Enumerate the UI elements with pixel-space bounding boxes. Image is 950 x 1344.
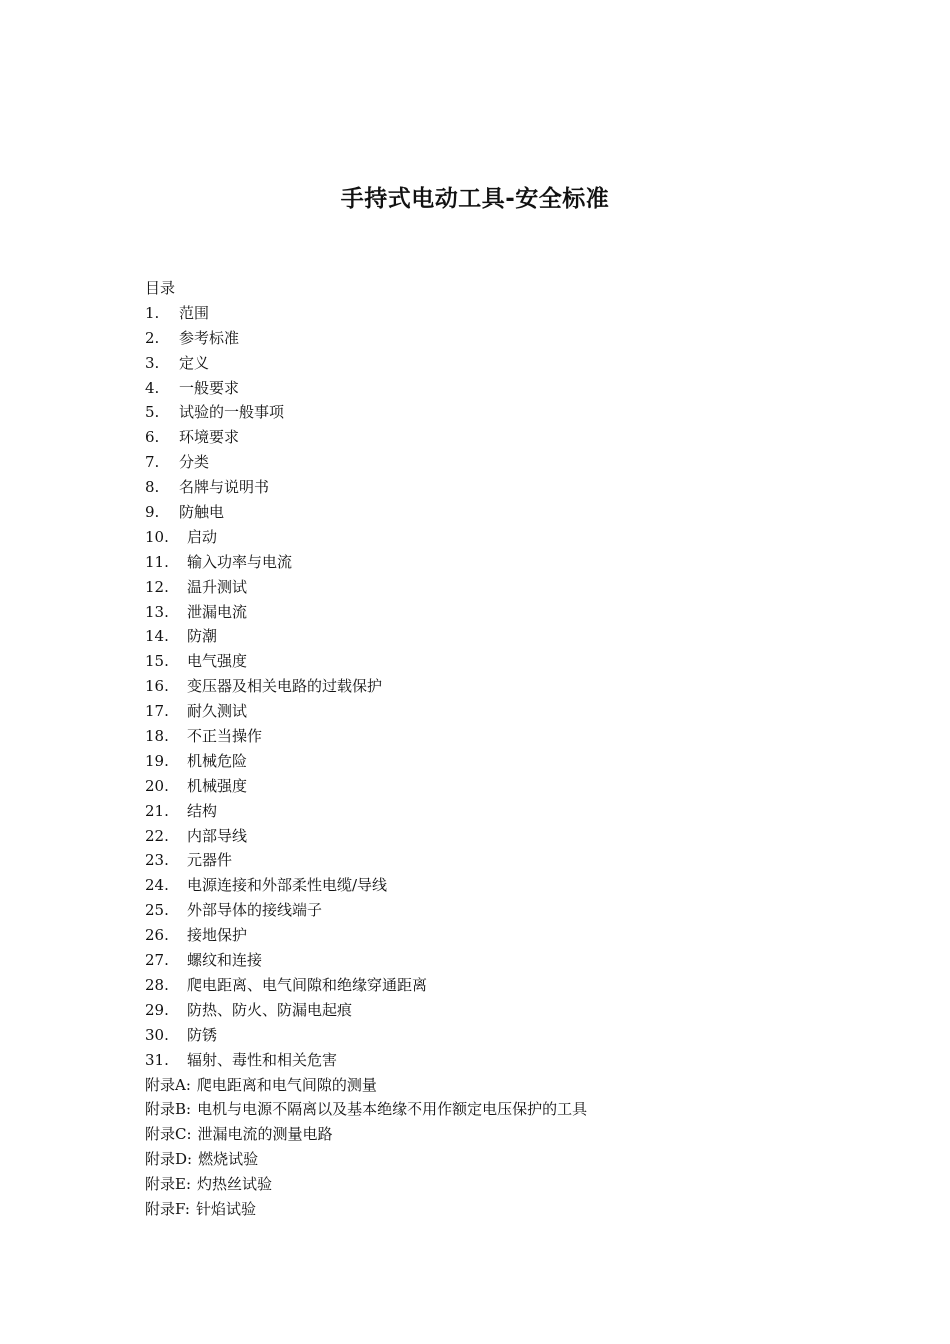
toc-item-number: 12. [145, 577, 169, 596]
toc-item-number: 3. [145, 353, 160, 372]
toc-item-number: 23. [145, 851, 169, 870]
toc-item-number: 18. [145, 727, 169, 746]
toc-item [145, 475, 845, 500]
toc-item-title: 定义 [179, 353, 210, 372]
toc-item-number: 4. [145, 378, 160, 397]
toc-item-number: 6. [145, 428, 160, 447]
toc-item-number: 19. [145, 751, 169, 770]
toc-item [145, 824, 845, 849]
toc-item-title: 防潮 [187, 627, 218, 646]
toc-item [145, 923, 845, 948]
toc-item-number: 15. [145, 652, 169, 671]
toc-item-title: 名牌与说明书 [179, 478, 270, 497]
toc-item-title: 启动 [187, 527, 218, 546]
page-title: 手持式电动工具-安全标准 [340, 186, 610, 212]
toc-item-number: 7. [145, 453, 160, 472]
toc-item-title: 参考标准 [179, 328, 240, 347]
toc-item [145, 973, 845, 998]
toc-appendix-label: 附录D: [145, 1150, 193, 1169]
toc-item-number: 28. [145, 975, 169, 994]
toc-item [145, 450, 845, 475]
toc-item-title: 泄漏电流 [187, 602, 248, 621]
toc-item-number: 13. [145, 602, 169, 621]
toc-item-number: 27. [145, 951, 169, 970]
toc-appendix-item [145, 1172, 845, 1197]
toc-item [145, 1023, 845, 1048]
toc-appendix-item [145, 1097, 845, 1122]
toc-item [145, 774, 845, 799]
toc-heading: 目录 [145, 279, 176, 297]
toc-item-number: 22. [145, 826, 169, 845]
toc-item-title: 环境要求 [179, 428, 240, 447]
toc-appendix-item [145, 1147, 845, 1172]
toc-item-title: 温升测试 [187, 577, 248, 596]
toc-item-number: 24. [145, 876, 169, 895]
toc-item [145, 948, 845, 973]
toc-appendix-item [145, 1122, 845, 1147]
toc-item [145, 873, 845, 898]
toc-item-title: 电源连接和外部柔性电缆/导线 [187, 876, 388, 895]
toc-item-number: 8. [145, 478, 160, 497]
toc-item [145, 649, 845, 674]
toc-item [145, 724, 845, 749]
toc-item-title: 变压器及相关电路的过载保护 [187, 677, 383, 696]
toc-item-title: 元器件 [187, 851, 233, 870]
toc-item-title: 试验的一般事项 [179, 403, 285, 422]
toc-item [145, 848, 845, 873]
toc-appendix-title: 泄漏电流的测量电路 [197, 1125, 333, 1144]
toc-appendix-item [145, 1073, 845, 1098]
toc-item-number: 10. [145, 527, 169, 546]
toc-item-number: 20. [145, 776, 169, 795]
toc-item-title: 接地保护 [187, 926, 248, 945]
toc-appendix-list [145, 1073, 845, 1222]
toc-item-number: 2. [145, 328, 160, 347]
toc-item-number: 31. [145, 1050, 169, 1069]
toc-item [145, 674, 845, 699]
toc-item-number: 11. [145, 552, 169, 571]
toc-appendix-title: 爬电距离和电气间隙的测量 [196, 1075, 377, 1094]
toc-item-number: 30. [145, 1025, 169, 1044]
toc-item [145, 998, 845, 1023]
toc-item-number: 21. [145, 801, 169, 820]
toc-item [145, 550, 845, 575]
toc-item [145, 351, 845, 376]
toc-item-number: 29. [145, 1000, 169, 1019]
toc-item-title: 机械强度 [187, 776, 248, 795]
table-of-contents [145, 276, 845, 1222]
toc-item-title: 辐射、毒性和相关危害 [187, 1050, 338, 1069]
toc-appendix-label: 附录A: [145, 1075, 191, 1094]
toc-item-number: 16. [145, 677, 169, 696]
toc-item-title: 防触电 [179, 503, 225, 522]
toc-item-number: 25. [145, 901, 169, 920]
toc-item-title: 范围 [179, 303, 210, 322]
toc-item [145, 600, 845, 625]
toc-item-title: 输入功率与电流 [187, 552, 293, 571]
toc-item-title: 分类 [179, 453, 210, 472]
toc-appendix-label: 附录E: [145, 1175, 192, 1194]
toc-item-title: 爬电距离、电气间隙和绝缘穿通距离 [187, 975, 428, 994]
toc-appendix-label: 附录C: [145, 1125, 192, 1144]
toc-item-number: 1. [145, 303, 160, 322]
toc-item [145, 400, 845, 425]
toc-item [145, 799, 845, 824]
toc-item-number: 26. [145, 926, 169, 945]
toc-item-title: 不正当操作 [187, 727, 263, 746]
toc-appendix-title: 电机与电源不隔离以及基本绝缘不用作额定电压保护的工具 [197, 1100, 588, 1119]
toc-item [145, 500, 845, 525]
toc-appendix-title: 灼热丝试验 [197, 1175, 273, 1194]
toc-item [145, 525, 845, 550]
toc-item-title: 机械危险 [187, 751, 248, 770]
toc-item-title: 螺纹和连接 [187, 951, 263, 970]
toc-item-number: 5. [145, 403, 160, 422]
toc-list [145, 301, 845, 1073]
toc-item [145, 575, 845, 600]
toc-item [145, 376, 845, 401]
toc-item-number: 9. [145, 503, 160, 522]
toc-appendix-label: 附录B: [145, 1100, 192, 1119]
toc-appendix-title: 燃烧试验 [198, 1150, 259, 1169]
toc-item [145, 624, 845, 649]
toc-item-title: 防热、防火、防漏电起痕 [187, 1000, 353, 1019]
toc-item-number: 14. [145, 627, 169, 646]
toc-item-title: 防锈 [187, 1025, 218, 1044]
toc-appendix-item [145, 1197, 845, 1222]
toc-item [145, 1048, 845, 1073]
toc-item [145, 749, 845, 774]
toc-item [145, 425, 845, 450]
toc-item-number: 17. [145, 702, 169, 721]
toc-item-title: 内部导线 [187, 826, 248, 845]
toc-item-title: 耐久测试 [187, 702, 248, 721]
toc-item-title: 外部导体的接线端子 [187, 901, 323, 920]
toc-item-title: 电气强度 [187, 652, 248, 671]
toc-item [145, 699, 845, 724]
toc-appendix-label: 附录F: [145, 1199, 190, 1218]
toc-item [145, 301, 845, 326]
toc-item [145, 326, 845, 351]
toc-item-title: 一般要求 [179, 378, 240, 397]
toc-appendix-title: 针焰试验 [195, 1199, 256, 1218]
toc-item-title: 结构 [187, 801, 218, 820]
toc-item [145, 898, 845, 923]
